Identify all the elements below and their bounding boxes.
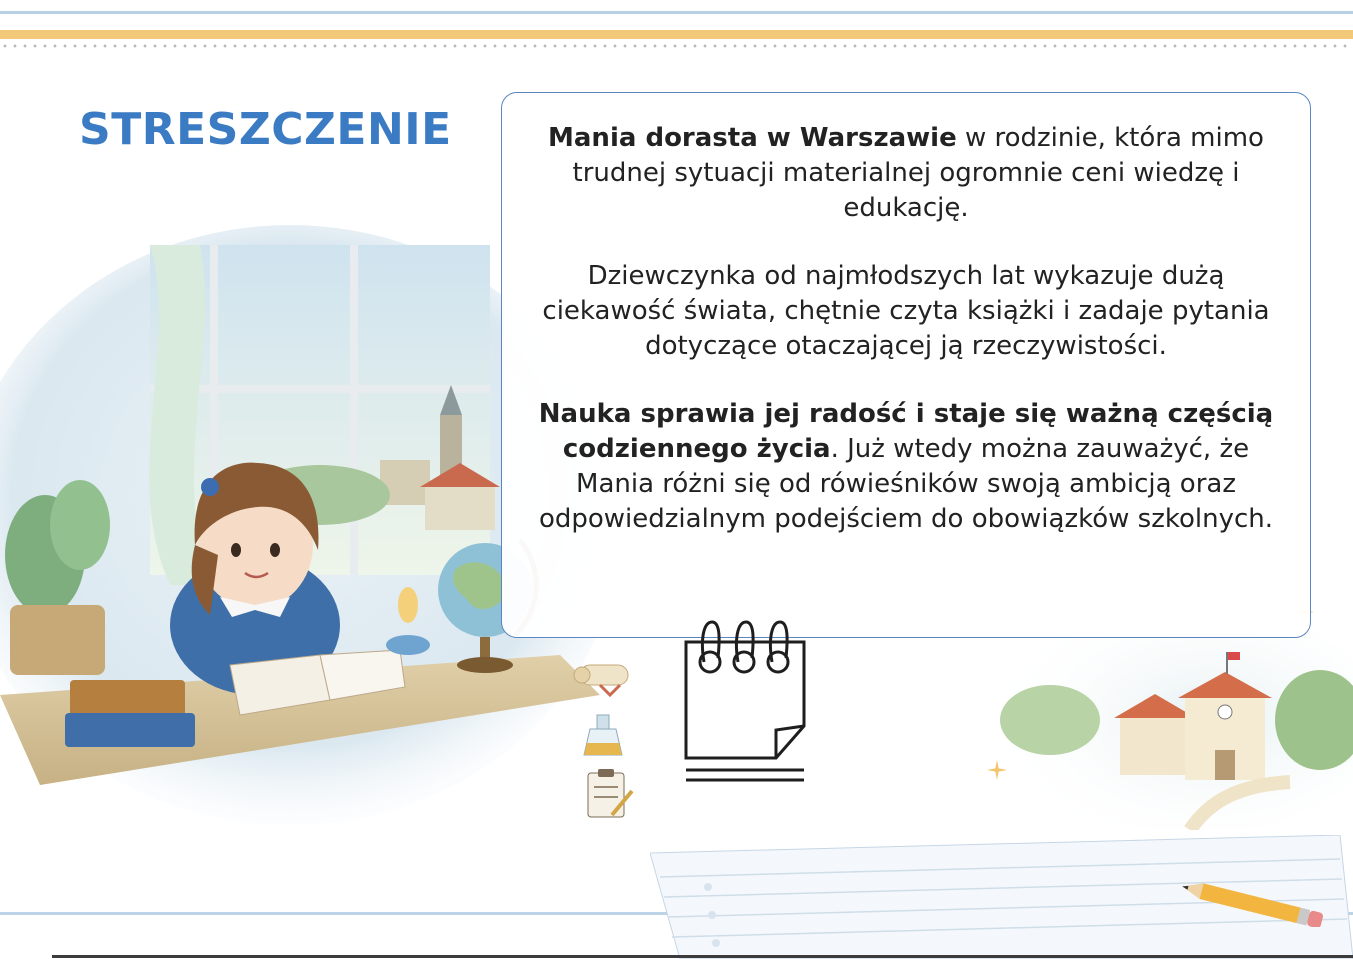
pencil-icon [1178, 882, 1328, 927]
summary-paragraph-1 [524, 121, 1288, 226]
notepad-icon [680, 618, 810, 793]
dotted-divider [0, 44, 1353, 48]
summary-p1-highlight: Mania dorasta w Warszawie [548, 123, 957, 153]
page-title: STRESZCZENIE [79, 104, 452, 155]
summary-p1-text: w rodzinie, która mimo trudnej sytuacji materialnej ogromnie ceni wiedzę i edukację. [572, 123, 1264, 223]
flask-icon [584, 715, 622, 755]
clipboard-icon [588, 769, 632, 817]
bottom-dark-line [52, 955, 1353, 958]
top-yellow-stripe [0, 30, 1353, 39]
sparkle-decoration [987, 760, 1007, 780]
top-blue-stripe [0, 11, 1353, 14]
top-decorative-band [0, 0, 1353, 52]
summary-p3-text: . Już wtedy można zauważyć, że Mania różni się od rówieśników swoją ambicją oraz odpowiedzialnym podejściem do obowiązków szkolnych. [538, 434, 1274, 534]
summary-paragraph-3 [524, 397, 1288, 537]
summary-box [501, 92, 1311, 638]
summary-paragraph-2: Dziewczynka od najmłodszych lat wykazuje dużą ciekawość świata, chętnie czyta książki i zadaje pytania dotyczące otaczającej ją rzeczywistości. [542, 261, 1270, 361]
summary-p3-highlight: Nauka sprawia jej radość i staje się ważną częścią codziennego życia [538, 399, 1274, 464]
